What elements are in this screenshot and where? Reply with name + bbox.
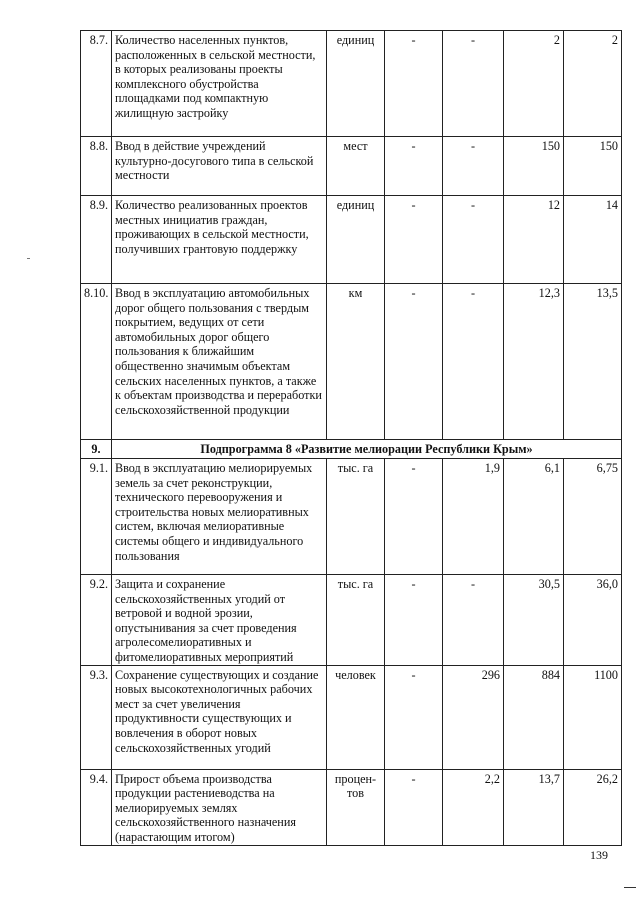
unit-cell: единиц [327, 196, 385, 284]
value-cell: 150 [504, 137, 564, 196]
value-cell: 296 [443, 665, 504, 769]
value-cell: 26,2 [564, 769, 622, 845]
indicator-description: Ввод в действие учреждений культурно-досугового типа в сельской местности [112, 137, 327, 196]
row-number: 8.8. [81, 137, 112, 196]
row-number: 8.9. [81, 196, 112, 284]
page-number: 139 [590, 848, 608, 862]
value-cell: 30,5 [504, 575, 564, 666]
value-cell: 2,2 [443, 769, 504, 845]
value-cell: 13,7 [504, 769, 564, 845]
value-cell: 12 [504, 196, 564, 284]
unit-cell: мест [327, 137, 385, 196]
value-cell: 150 [564, 137, 622, 196]
row-number: 9.4. [81, 769, 112, 845]
row-number: 8.10. [81, 284, 112, 440]
value-cell: - [385, 196, 443, 284]
row-number: 9.1. [81, 459, 112, 575]
margin-mark [27, 258, 30, 259]
value-cell: - [443, 196, 504, 284]
table-row [81, 137, 622, 196]
value-cell: 2 [564, 31, 622, 137]
table-row [81, 196, 622, 284]
indicator-description: Ввод в эксплуатацию автомобильных дорог общего пользования с твердым покрытием, ведущих от сети автомобильных дорог общего пользования к ближайшим общественно значимым объектам сельских населенных пунктов, а также к объектам производства и переработки сельскохозяйственной продукции [112, 284, 327, 440]
table-row [81, 284, 622, 440]
value-cell: - [443, 137, 504, 196]
edge-mark [624, 887, 636, 888]
unit-cell: единиц [327, 31, 385, 137]
indicator-description: Сохранение существующих и создание новых высокотехнологичных рабочих мест за счет увеличения продуктивности существующих и вовлечения в оборот новых сельскохозяйственных угодий [112, 665, 327, 769]
value-cell: - [385, 137, 443, 196]
row-number: 9.2. [81, 575, 112, 666]
row-number: 8.7. [81, 31, 112, 137]
unit-cell: процен-тов [327, 769, 385, 845]
table-row [81, 665, 622, 769]
indicator-description: Количество реализованных проектов местных инициатив граждан, проживающих в сельской местности, получивших грантовую поддержку [112, 196, 327, 284]
value-cell: 12,3 [504, 284, 564, 440]
value-cell: 36,0 [564, 575, 622, 666]
table-row [81, 459, 622, 575]
value-cell: - [443, 575, 504, 666]
value-cell: 13,5 [564, 284, 622, 440]
value-cell: - [443, 31, 504, 137]
value-cell: 2 [504, 31, 564, 137]
table-row [81, 575, 622, 666]
value-cell: 1100 [564, 665, 622, 769]
unit-cell: человек [327, 665, 385, 769]
unit-cell: тыс. га [327, 459, 385, 575]
value-cell: - [385, 284, 443, 440]
section-header-row [81, 440, 622, 459]
value-cell: 6,1 [504, 459, 564, 575]
value-cell: - [385, 665, 443, 769]
indicator-description: Прирост объема производства продукции растениеводства на мелиорируемых землях сельскохозяйственного назначения (нарастающим итогом) [112, 769, 327, 845]
unit-cell: км [327, 284, 385, 440]
indicator-description: Количество населенных пунктов, расположенных в сельской местности, в которых реализованы проекты комплексного обустройства площадками под компактную жилищную застройку [112, 31, 327, 137]
unit-cell: тыс. га [327, 575, 385, 666]
value-cell: - [385, 575, 443, 666]
value-cell: 6,75 [564, 459, 622, 575]
section-title: Подпрограмма 8 «Развитие мелиорации Республики Крым» [112, 440, 622, 459]
value-cell: 884 [504, 665, 564, 769]
value-cell: - [385, 769, 443, 845]
value-cell: 14 [564, 196, 622, 284]
indicator-description: Защита и сохранение сельскохозяйственных угодий от ветровой и водной эрозии, опустынивания за счет проведения агролесомелиоративных и фитомелиоративных мероприятий [112, 575, 327, 666]
indicators-table [80, 30, 622, 846]
indicator-description: Ввод в эксплуатацию мелиорируемых земель за счет реконструкции, технического перевооружения и строительства новых мелиоративных систем, включая мелиоративные системы общего и индивидуального пользования [112, 459, 327, 575]
table-row [81, 31, 622, 137]
section-number: 9. [81, 440, 112, 459]
table-row [81, 769, 622, 845]
value-cell: - [443, 284, 504, 440]
value-cell: - [385, 459, 443, 575]
value-cell: 1,9 [443, 459, 504, 575]
value-cell: - [385, 31, 443, 137]
row-number: 9.3. [81, 665, 112, 769]
